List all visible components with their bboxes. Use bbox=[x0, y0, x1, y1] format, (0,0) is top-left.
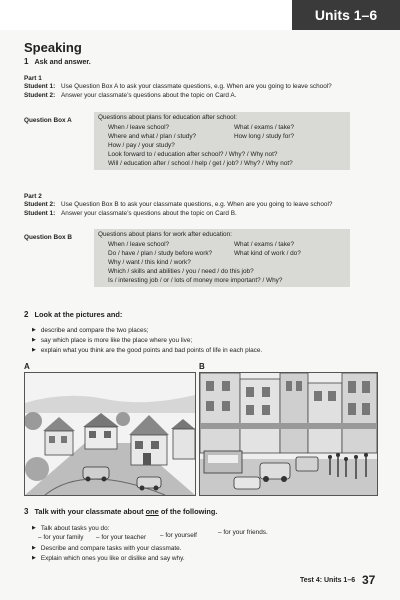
part2-s2-label: Student 2: bbox=[24, 201, 56, 208]
qbox-b-left-3: Which / skills and abilities / you / need / do this job? bbox=[108, 268, 254, 275]
section3-task-2: – for yourself bbox=[160, 532, 197, 539]
part1-s2-text: Answer your classmate’s questions about the topic on Card A. bbox=[61, 92, 237, 99]
qbox-a-right-0: What / exams / take? bbox=[234, 124, 295, 131]
section2-heading bbox=[24, 310, 122, 319]
section3-bullet-2: ▶ Describe and compare tasks with your classmate. bbox=[32, 544, 182, 554]
section3-bullet-1: ▶ Talk about tasks you do: bbox=[32, 524, 109, 534]
qbox-b-left-2: Why / want / this kind / work? bbox=[108, 259, 191, 266]
section3-title-em: one bbox=[145, 507, 159, 516]
section2-number: 2 bbox=[24, 310, 29, 319]
section3-task-3: – for your friends. bbox=[218, 529, 268, 536]
qbox-a-left-0: When / leave school? bbox=[108, 124, 170, 131]
image-b-city bbox=[199, 372, 378, 496]
section2-title: Look at the pictures and: bbox=[34, 310, 123, 319]
question-box-b bbox=[94, 229, 350, 287]
qbox-b-label: Question Box B bbox=[24, 234, 72, 241]
qbox-b-heading: Questions about plans for work after education: bbox=[98, 231, 232, 238]
qbox-b-right-1: What kind of work / do? bbox=[234, 250, 301, 257]
section1-heading bbox=[24, 57, 91, 66]
part2-s2-text: Use Question Box B to ask your classmate questions, e.g. When are you going to leave school? bbox=[61, 201, 333, 208]
part1-student1 bbox=[24, 82, 332, 91]
section2-bullet-2: ▶ explain what you think are the good points and bad points of life in each place. bbox=[32, 346, 262, 356]
section3-task-1: – for your teacher bbox=[96, 534, 147, 541]
part1-label: Part 1 bbox=[24, 75, 42, 82]
part2-student1 bbox=[24, 209, 237, 218]
section3-title-post: of the following. bbox=[158, 507, 218, 516]
qbox-a-left-1: Where and what / plan / study? bbox=[108, 133, 197, 140]
part2-s1-label: Student 1: bbox=[24, 210, 56, 217]
section3-bullet-3: ▶ Explain which ones you like or dislike and say why. bbox=[32, 554, 185, 564]
qbox-b-left-4: Is / interesting job / or / lots of money more important? / Why? bbox=[108, 277, 283, 284]
footer-test-label: Test 4: Units 1–6 bbox=[300, 577, 356, 584]
page-title: Speaking bbox=[24, 40, 82, 55]
section3-task-0: – for your family bbox=[38, 534, 84, 541]
qbox-a-label: Question Box A bbox=[24, 117, 72, 124]
part2-student2 bbox=[24, 200, 332, 209]
qbox-b-left-0: When / leave school? bbox=[108, 241, 170, 248]
units-label: Units 1–6 bbox=[314, 7, 378, 23]
section1-title: Ask and answer. bbox=[34, 57, 91, 66]
part1-s1-label: Student 1: bbox=[24, 83, 56, 90]
qbox-b-right-0: What / exams / take? bbox=[234, 241, 295, 248]
section1-number: 1 bbox=[24, 57, 29, 66]
question-box-a bbox=[94, 112, 350, 170]
page bbox=[0, 30, 400, 600]
qbox-a-right-1: How long / study for? bbox=[234, 133, 295, 140]
part1-s2-label: Student 2: bbox=[24, 92, 56, 99]
section2-bullet-0: ▶ describe and compare the two places; bbox=[32, 326, 149, 336]
section2-bullet-1: ▶ say which place is more like the place where you live; bbox=[32, 336, 192, 346]
part2-s1-text: Answer your classmate’s questions about the topic on Card B. bbox=[61, 210, 237, 217]
qbox-b-left-1: Do / have / plan / study before work? bbox=[108, 250, 213, 257]
qbox-a-left-4: Will / education after / school / help / get / job? / Why? / Why not? bbox=[108, 160, 293, 167]
units-tab bbox=[292, 0, 400, 30]
image-a-label: A bbox=[24, 362, 30, 371]
part1-s1-text: Use Question Box A to ask your classmate questions, e.g. When are you going to leave school? bbox=[61, 83, 332, 90]
qbox-a-heading: Questions about plans for education after school: bbox=[98, 114, 237, 121]
section3-title-pre: Talk with your classmate about bbox=[34, 507, 146, 516]
image-a-village bbox=[24, 372, 196, 496]
part1-student2 bbox=[24, 91, 236, 100]
qbox-a-left-3: Look forward to / education after school? / Why? / Why not? bbox=[108, 151, 278, 158]
qbox-a-left-2: How / pay / your study? bbox=[108, 142, 175, 149]
image-b-label: B bbox=[199, 362, 205, 371]
page-number: 37 bbox=[362, 573, 376, 587]
part2-label: Part 2 bbox=[24, 193, 42, 200]
section3-heading bbox=[24, 507, 217, 516]
section3-number: 3 bbox=[24, 507, 29, 516]
